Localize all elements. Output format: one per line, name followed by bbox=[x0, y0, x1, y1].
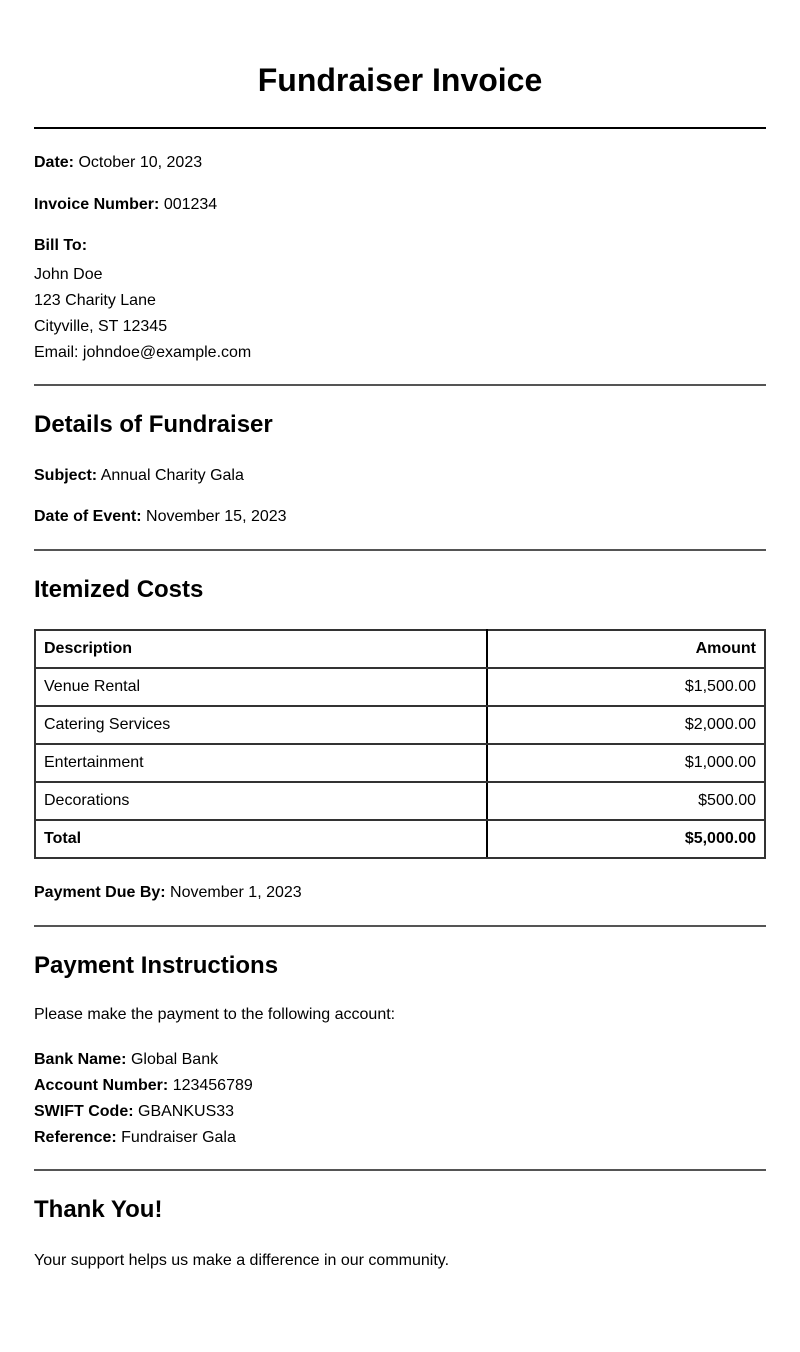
row-amount: $1,500.00 bbox=[487, 668, 765, 706]
account-number-line bbox=[34, 1073, 766, 1099]
payment-intro: Please make the payment to the following account: bbox=[34, 1006, 396, 1023]
bill-to-city: Cityville, ST 12345 bbox=[34, 318, 168, 335]
event-date-label: Date of Event: bbox=[34, 508, 142, 525]
bill-to-name: John Doe bbox=[34, 266, 103, 283]
account-number-value: 123456789 bbox=[172, 1077, 253, 1094]
thank-you-heading: Thank You! bbox=[34, 1196, 163, 1223]
event-date-value: November 15, 2023 bbox=[146, 508, 287, 525]
page-title: Fundraiser Invoice bbox=[257, 62, 543, 98]
row-amount: $1,000.00 bbox=[487, 744, 765, 782]
swift-code-line bbox=[34, 1099, 766, 1125]
costs-heading: Itemized Costs bbox=[34, 576, 204, 603]
column-header-description: Description bbox=[35, 630, 487, 668]
payment-due-value: November 1, 2023 bbox=[170, 884, 302, 901]
bill-to-block bbox=[34, 236, 766, 366]
subject-label: Subject: bbox=[34, 467, 98, 484]
payment-due-line bbox=[34, 883, 766, 903]
bank-details bbox=[34, 1047, 766, 1151]
total-row bbox=[35, 820, 765, 858]
section-divider bbox=[34, 549, 766, 551]
payment-instructions-heading: Payment Instructions bbox=[34, 952, 279, 979]
section-divider bbox=[34, 384, 766, 386]
account-number-label: Account Number: bbox=[34, 1077, 169, 1094]
swift-code-label: SWIFT Code: bbox=[34, 1103, 134, 1120]
row-amount: $500.00 bbox=[487, 782, 765, 820]
invoice-date-label: Date: bbox=[34, 154, 75, 171]
invoice-number-value: 001234 bbox=[163, 196, 218, 213]
title-divider bbox=[34, 127, 766, 129]
row-amount: $2,000.00 bbox=[487, 706, 765, 744]
bank-name-line bbox=[34, 1047, 766, 1073]
table-row bbox=[35, 706, 765, 744]
reference-label: Reference: bbox=[34, 1129, 117, 1146]
bank-name-label: Bank Name: bbox=[34, 1051, 127, 1068]
table-header-row bbox=[35, 630, 765, 668]
costs-table bbox=[34, 629, 766, 859]
thank-you-message: Your support helps us make a difference in our community. bbox=[34, 1252, 450, 1269]
row-description: Catering Services bbox=[35, 706, 487, 744]
reference-value: Fundraiser Gala bbox=[121, 1129, 236, 1146]
invoice-page bbox=[34, 0, 766, 1271]
reference-line bbox=[34, 1125, 766, 1151]
event-date-line bbox=[34, 507, 766, 527]
section-divider bbox=[34, 1169, 766, 1171]
section-divider bbox=[34, 925, 766, 927]
payment-due-label: Payment Due By: bbox=[34, 884, 166, 901]
invoice-number-label: Invoice Number: bbox=[34, 196, 160, 213]
invoice-date-value: October 10, 2023 bbox=[78, 154, 203, 171]
invoice-number bbox=[34, 195, 766, 215]
table-row bbox=[35, 744, 765, 782]
details-heading: Details of Fundraiser bbox=[34, 411, 273, 438]
bill-to-street: 123 Charity Lane bbox=[34, 292, 156, 309]
bill-to-label: Bill To: bbox=[34, 237, 88, 254]
total-label: Total bbox=[35, 820, 487, 858]
subject-value: Annual Charity Gala bbox=[100, 467, 244, 484]
total-value: $5,000.00 bbox=[487, 820, 765, 858]
subject-line bbox=[34, 466, 766, 486]
bank-name-value: Global Bank bbox=[130, 1051, 219, 1068]
row-description: Decorations bbox=[35, 782, 487, 820]
bill-to-email: Email: johndoe@example.com bbox=[34, 344, 252, 361]
row-description: Entertainment bbox=[35, 744, 487, 782]
invoice-date bbox=[34, 153, 766, 173]
table-row bbox=[35, 668, 765, 706]
row-description: Venue Rental bbox=[35, 668, 487, 706]
table-row bbox=[35, 782, 765, 820]
swift-code-value: GBANKUS33 bbox=[138, 1103, 235, 1120]
column-header-amount: Amount bbox=[487, 630, 765, 668]
